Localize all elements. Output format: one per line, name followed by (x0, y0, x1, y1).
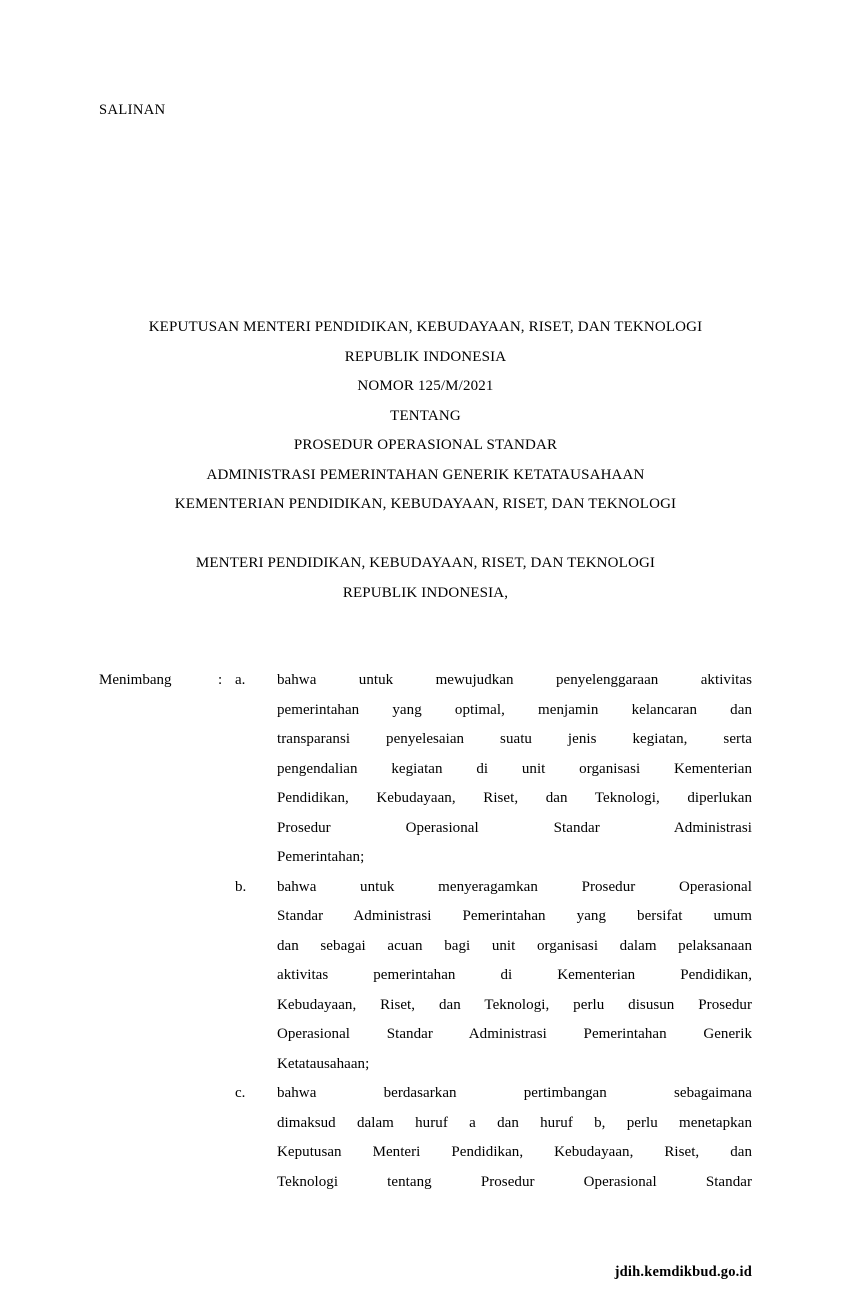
considering-label: Menimbang (99, 672, 172, 688)
footer-watermark: jdih.kemdikbud.go.id (614, 1264, 752, 1280)
clause-b-line-6: Operasional Standar Administrasi Pemerintahan Generik (277, 1026, 752, 1042)
considering-clause-a (99, 666, 752, 873)
clause-b-line-7: Ketatausahaan; (277, 1055, 370, 1072)
considering-clause-c (99, 1079, 752, 1197)
clause-a-line-2: pemerintahan yang optimal, menjamin kelancaran dan (277, 701, 752, 718)
decree-title-block (99, 313, 752, 431)
clause-b-line-3: dan sebagai acuan bagi unit organisasi dalam pelaksanaan (277, 937, 752, 954)
considering-section (99, 666, 752, 1197)
clause-marker-b: b. (235, 878, 247, 895)
clause-c-line-2: dimaksud dalam huruf a dan huruf b, perlu menetapkan (277, 1114, 752, 1131)
clause-marker-c: c. (235, 1085, 246, 1101)
clause-c-line-1: bahwa berdasarkan pertimbangan sebagaimana (277, 1085, 752, 1101)
clause-text-a (277, 666, 752, 873)
clause-a-line-7: Pemerintahan; (277, 849, 365, 865)
clause-text-c (277, 1079, 752, 1197)
clause-a-line-3: transparansi penyelesaian suatu jenis kegiatan, serta (277, 731, 752, 747)
considering-clause-b (99, 873, 752, 1080)
clause-b-line-2: Standar Administrasi Pemerintahan yang bersifat umum (277, 908, 752, 924)
decree-subject-block (99, 431, 752, 520)
clause-b-line-1: bahwa untuk menyeragamkan Prosedur Operasional (277, 878, 752, 895)
clause-a-line-6: Prosedur Operasional Standar Administrasi (277, 819, 752, 836)
subject-line-3: KEMENTERIAN PENDIDIKAN, KEBUDAYAAN, RISET, DAN TEKNOLOGI (174, 496, 677, 512)
clause-b-line-4: aktivitas pemerintahan di Kementerian Pendidikan, (277, 967, 752, 983)
authority-line-2: REPUBLIK INDONESIA, (342, 584, 509, 601)
clause-text-b (277, 873, 752, 1080)
considering-header-row (99, 666, 752, 873)
clause-a-line-4: pengendalian kegiatan di unit organisasi Kementerian (277, 760, 752, 777)
clause-marker-a: a. (235, 672, 246, 688)
considering-separator: : (218, 672, 223, 688)
authority-line-1: MENTERI PENDIDIKAN, KEBUDAYAAN, RISET, DAN TEKNOLOGI (195, 555, 656, 571)
clause-a-line-5: Pendidikan, Kebudayaan, Riset, dan Teknologi, diperlukan (277, 790, 752, 806)
clause-c-line-4: Teknologi tentang Prosedur Operasional Standar (277, 1173, 752, 1190)
clause-b-line-5: Kebudayaan, Riset, dan Teknologi, perlu disusun Prosedur (277, 996, 752, 1013)
title-line-republic: REPUBLIK INDONESIA (344, 348, 507, 365)
page-title: KEPUTUSAN MENTERI PENDIDIKAN, KEBUDAYAAN, RISET, DAN TEKNOLOGI (148, 319, 703, 335)
subject-line-1: PROSEDUR OPERASIONAL STANDAR (293, 437, 558, 453)
copy-marker: SALINAN (99, 102, 166, 118)
clause-a-line-1: bahwa untuk mewujudkan penyelenggaraan aktivitas (277, 672, 752, 688)
clause-c-line-3: Keputusan Menteri Pendidikan, Kebudayaan, Riset, dan (277, 1144, 752, 1160)
title-line-number: NOMOR 125/M/2021 (357, 378, 494, 394)
issuing-authority-block (99, 549, 752, 608)
title-line-tentang: TENTANG (390, 407, 461, 424)
subject-line-2: ADMINISTRASI PEMERINTAHAN GENERIK KETATAUSAHAAN (206, 466, 645, 483)
